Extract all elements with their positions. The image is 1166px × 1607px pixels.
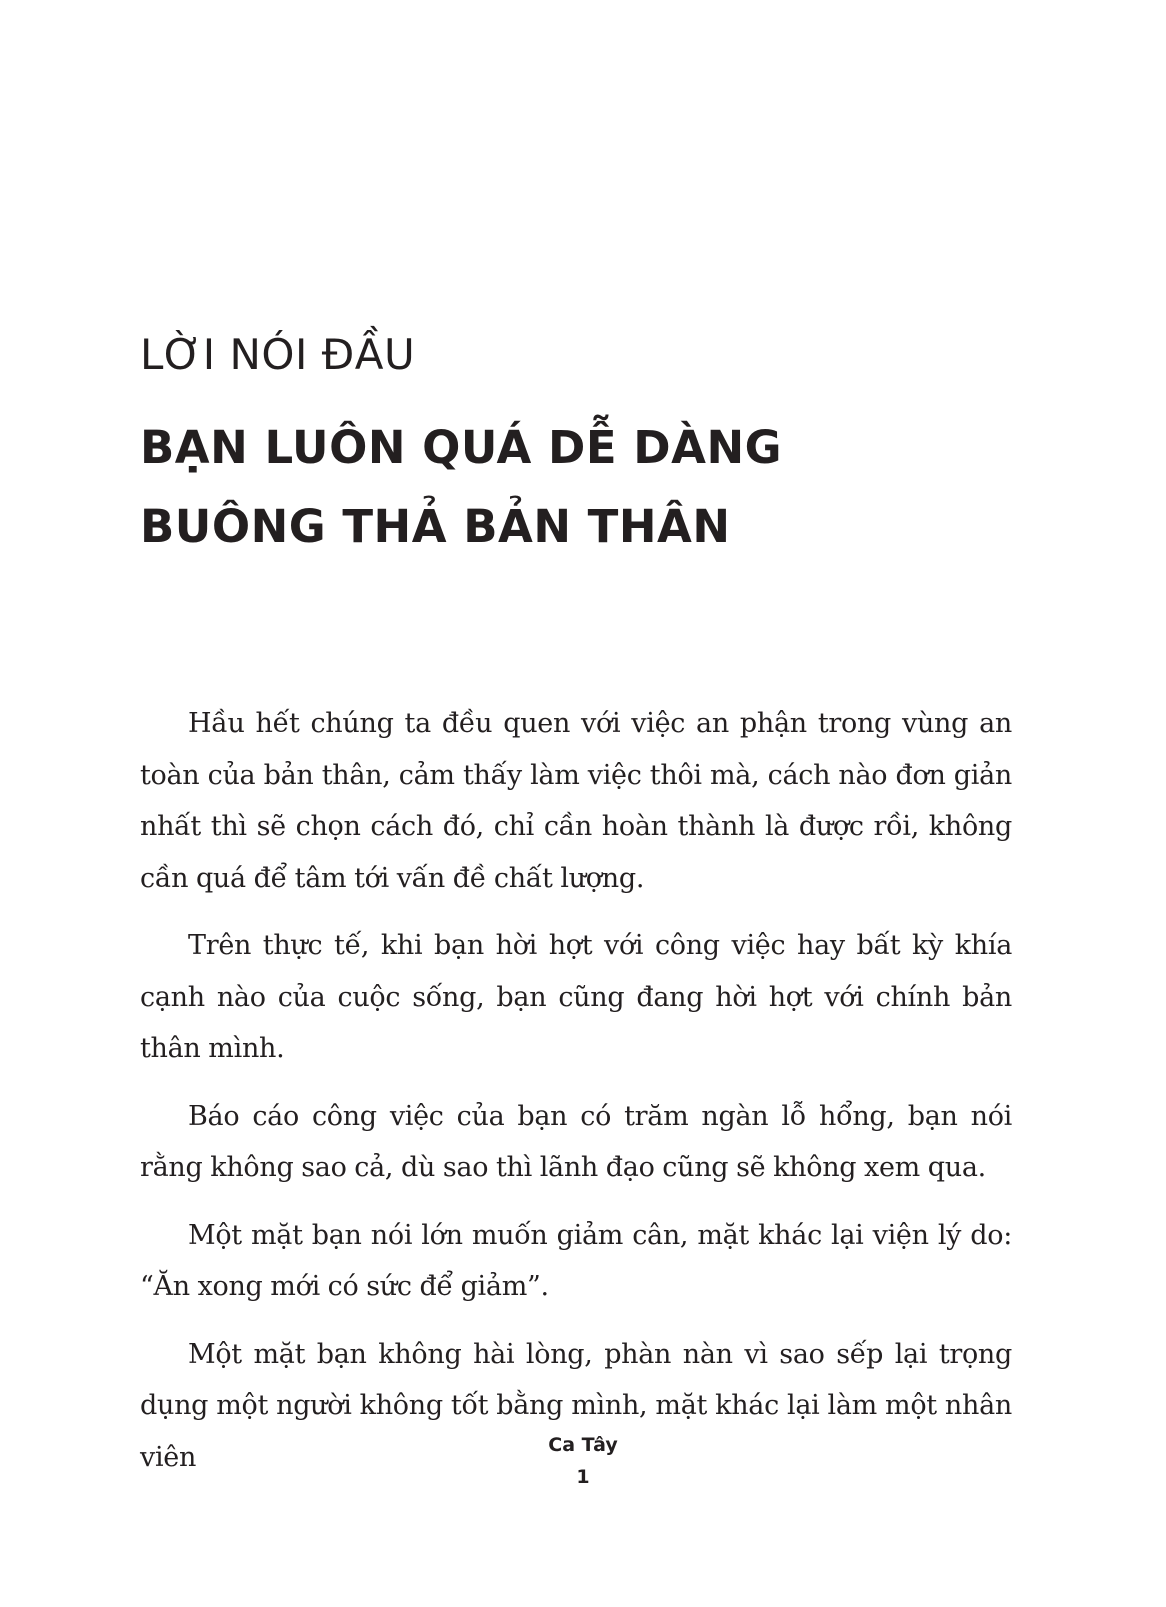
chapter-title-line-2: BUÔNG THẢ BẢN THÂN xyxy=(140,500,731,553)
paragraph: Trên thực tế, khi bạn hời hợt với công việc hay bất kỳ khía cạnh nào của cuộc sống, bạn cũng đang hời hợt với chính bản thân mình. xyxy=(140,930,1012,1064)
chapter-label: LỜI NÓI ĐẦU xyxy=(140,330,416,379)
footer-author: Ca Tây xyxy=(548,1434,618,1456)
paragraph: Một mặt bạn không hài lòng, phàn nàn vì sao sếp lại trọng dụng một người không tốt bằng mình, mặt khác lại làm một nhân viên xyxy=(140,1338,1012,1473)
body-text xyxy=(140,698,1012,1499)
paragraph: Hầu hết chúng ta đều quen với việc an phận trong vùng an toàn của bản thân, cảm thấy làm việc thôi mà, cách nào đơn giản nhất thì sẽ chọn cách đó, chỉ cần hoàn thành là được rồi, không cần quá để tâm tới vấn đề chất lượng. xyxy=(140,708,1012,894)
paragraph: Báo cáo công việc của bạn có trăm ngàn lỗ hổng, bạn nói rằng không sao cả, dù sao thì lãnh đạo cũng sẽ không xem qua. xyxy=(140,1100,1012,1183)
paragraph: Một mặt bạn nói lớn muốn giảm cân, mặt khác lại viện lý do: “Ăn xong mới có sức để giảm”. xyxy=(140,1219,1012,1302)
page-number: 1 xyxy=(576,1466,590,1488)
chapter-title xyxy=(140,408,782,566)
chapter-title-line-1: BẠN LUÔN QUÁ DỄ DÀNG xyxy=(140,421,783,474)
